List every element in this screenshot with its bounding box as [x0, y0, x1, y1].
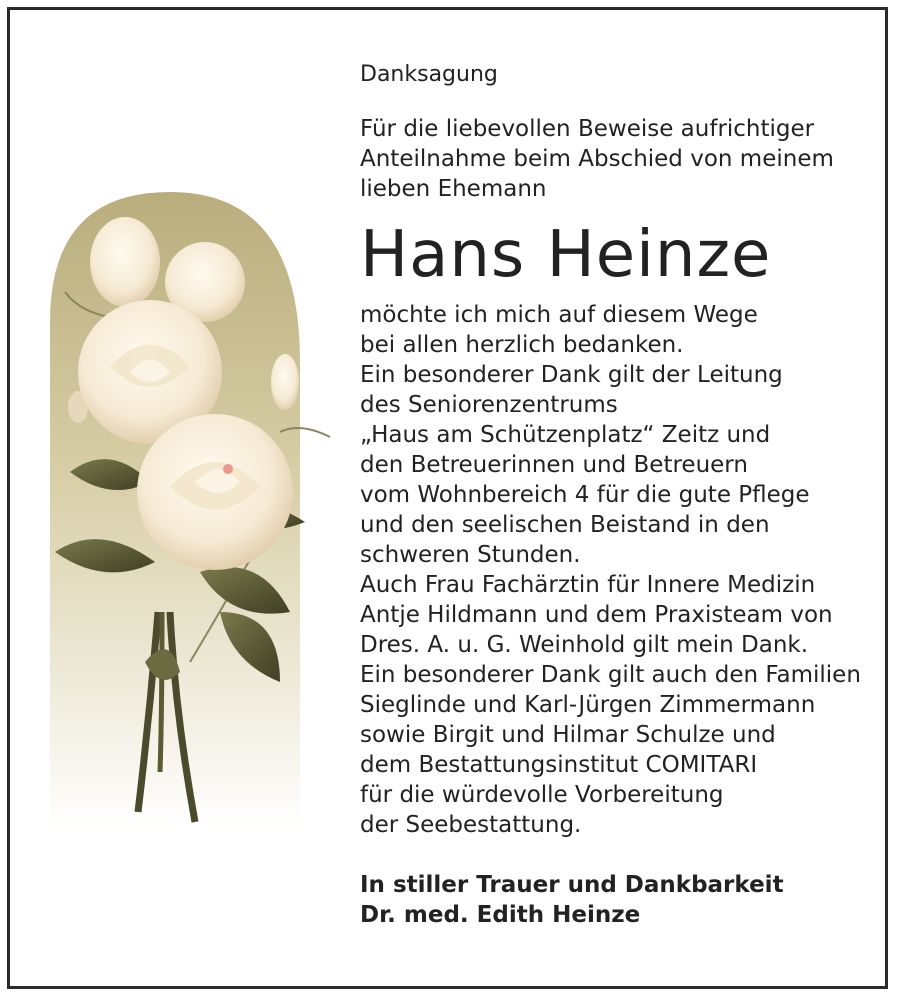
- body-line: Antje Hildmann und dem Praxisteam von: [360, 602, 833, 628]
- body-line: schweren Stunden.: [360, 542, 581, 568]
- body-line: den Betreuerinnen und Betreuern: [360, 452, 748, 478]
- body-line: vom Wohnbereich 4 für die gute Pflege: [360, 482, 810, 508]
- intro-line: Anteilnahme beim Abschied von meinem: [360, 146, 834, 172]
- body-line: möchte ich mich auf diesem Wege: [360, 302, 758, 328]
- notice-frame: [7, 7, 888, 989]
- body-paragraph: [360, 300, 880, 840]
- body-line: Ein besonderer Dank gilt auch den Familien: [360, 662, 861, 688]
- rose-bouquet-image: [50, 192, 350, 832]
- intro-line: lieben Ehemann: [360, 176, 547, 202]
- signature-block: [360, 870, 880, 930]
- intro-paragraph: [360, 114, 880, 204]
- body-line: Sieglinde und Karl-Jürgen Zimmermann: [360, 692, 816, 718]
- closing-line: In stiller Trauer und Dankbarkeit: [360, 872, 784, 898]
- body-line: dem Bestattungsinstitut COMITARI: [360, 752, 758, 778]
- intro-line: Für die liebevollen Beweise aufrichtiger: [360, 116, 815, 142]
- notice-text: [360, 60, 880, 930]
- body-line: sowie Birgit und Hilmar Schulze und: [360, 722, 776, 748]
- deceased-name: Hans Heinze: [360, 218, 772, 292]
- signature-name: Dr. med. Edith Heinze: [360, 902, 641, 928]
- body-line: Dres. A. u. G. Weinhold gilt mein Dank.: [360, 632, 809, 658]
- body-line: Auch Frau Fachärztin für Innere Medizin: [360, 572, 816, 598]
- notice-heading: Danksagung: [360, 62, 498, 87]
- body-line: „Haus am Schützenplatz“ Zeitz und: [360, 422, 771, 448]
- body-line: bei allen herzlich bedanken.: [360, 332, 684, 358]
- body-line: des Seniorenzentrums: [360, 392, 618, 418]
- body-line: und den seelischen Beistand in den: [360, 512, 770, 538]
- body-line: der Seebestattung.: [360, 812, 582, 838]
- body-line: Ein besonderer Dank gilt der Leitung: [360, 362, 783, 388]
- body-line: für die würdevolle Vorbereitung: [360, 782, 724, 808]
